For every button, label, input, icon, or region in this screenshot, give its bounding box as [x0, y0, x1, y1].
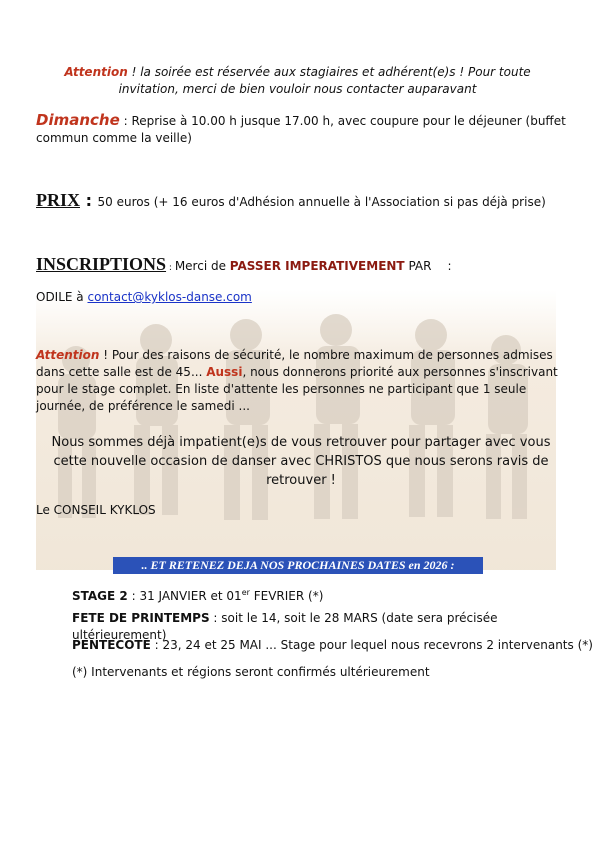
stage-text-a: : 31 JANVIER et 01: [127, 589, 242, 603]
attention2-t1: ! Pour des raisons de sécurité, le nombre maximum de personnes admises: [99, 348, 553, 362]
inscriptions-emph: PASSER IMPERATIVEMENT: [229, 259, 405, 273]
inscriptions-label: INSCRIPTIONS: [36, 254, 167, 274]
inscriptions-pre: :: [166, 263, 175, 273]
dimanche-label: Dimanche: [36, 111, 120, 129]
message-line3: retrouver !: [266, 473, 336, 488]
pentecote-line: [72, 637, 593, 654]
prix-text: 50 euros (+ 16 euros d'Adhésion annuelle à l'Association si pas déjà prise): [97, 195, 546, 209]
dimanche-paragraph: [36, 112, 566, 147]
prix-paragraph: [36, 192, 576, 211]
attention2-t3: , nous donnerons priorité aux personnes s'inscrivant: [242, 365, 558, 379]
dancers-background-illustration: [36, 290, 556, 570]
stage-label: STAGE 2: [72, 589, 128, 603]
fete-text: : soit le 14, soit le 28 MARS (date sera précisée ultérieurement): [72, 611, 498, 642]
dimanche-text1: : Reprise à 10.00 h jusque 17.00 h, avec coupure pour le déjeuner (buffet: [119, 114, 566, 128]
stage-line: [72, 584, 323, 605]
prix-colon: :: [80, 191, 98, 210]
message-line2: cette nouvelle occasion de danser avec CHRISTOS que nous serons ravis de: [53, 454, 549, 469]
attention2-t5: journée, de préférence le samedi ...: [36, 399, 250, 413]
stage-sup: er: [241, 588, 250, 597]
odile-line: [36, 289, 252, 306]
attention2-t2: dans cette salle est de 45...: [36, 365, 207, 379]
message-paragraph: [36, 433, 566, 490]
intro-paragraph: [40, 64, 555, 98]
attention-label: Attention: [64, 65, 128, 79]
intro-line2: invitation, merci de bien vouloir nous contacter auparavant: [118, 82, 477, 96]
dates-banner: .. ET RETENEZ DEJA NOS PROCHAINES DATES en 2026 :: [113, 557, 483, 574]
dimanche-text2: commun comme la veille): [36, 131, 192, 145]
attention2-label: Attention: [36, 348, 100, 362]
fete-label: FETE DE PRINTEMPS: [72, 611, 210, 625]
inscriptions-colon: :: [447, 259, 452, 273]
odile-text: ODILE à: [36, 290, 88, 304]
email-link[interactable]: contact@kyklos-danse.com: [87, 290, 252, 304]
inscriptions-paragraph: [36, 256, 576, 277]
prix-label: PRIX: [36, 190, 80, 210]
attention-paragraph: [36, 347, 566, 415]
footnote: (*) Intervenants et régions seront confirmés ultérieurement: [72, 665, 430, 679]
message-line1: Nous sommes déjà impatient(e)s de vous retrouver pour partager avec vous: [51, 435, 551, 450]
aussi-label: Aussi: [206, 365, 243, 379]
pentecote-text: : 23, 24 et 25 MAI ... Stage pour lequel nous recevrons 2 intervenants (*): [150, 638, 593, 652]
inscriptions-merci: Merci de: [174, 259, 230, 273]
pentecote-label: PENTECOTE: [72, 638, 151, 652]
intro-line1: ! la soirée est réservée aux stagiaires et adhérent(e)s ! Pour toute: [127, 65, 531, 79]
inscriptions-post: PAR: [404, 259, 432, 273]
attention2-t4: pour le stage complet. En liste d'attente les personnes ne participant que 1 seule: [36, 382, 527, 396]
signature: Le CONSEIL KYKLOS: [36, 503, 156, 517]
stage-text-b: FEVRIER (*): [249, 589, 324, 603]
